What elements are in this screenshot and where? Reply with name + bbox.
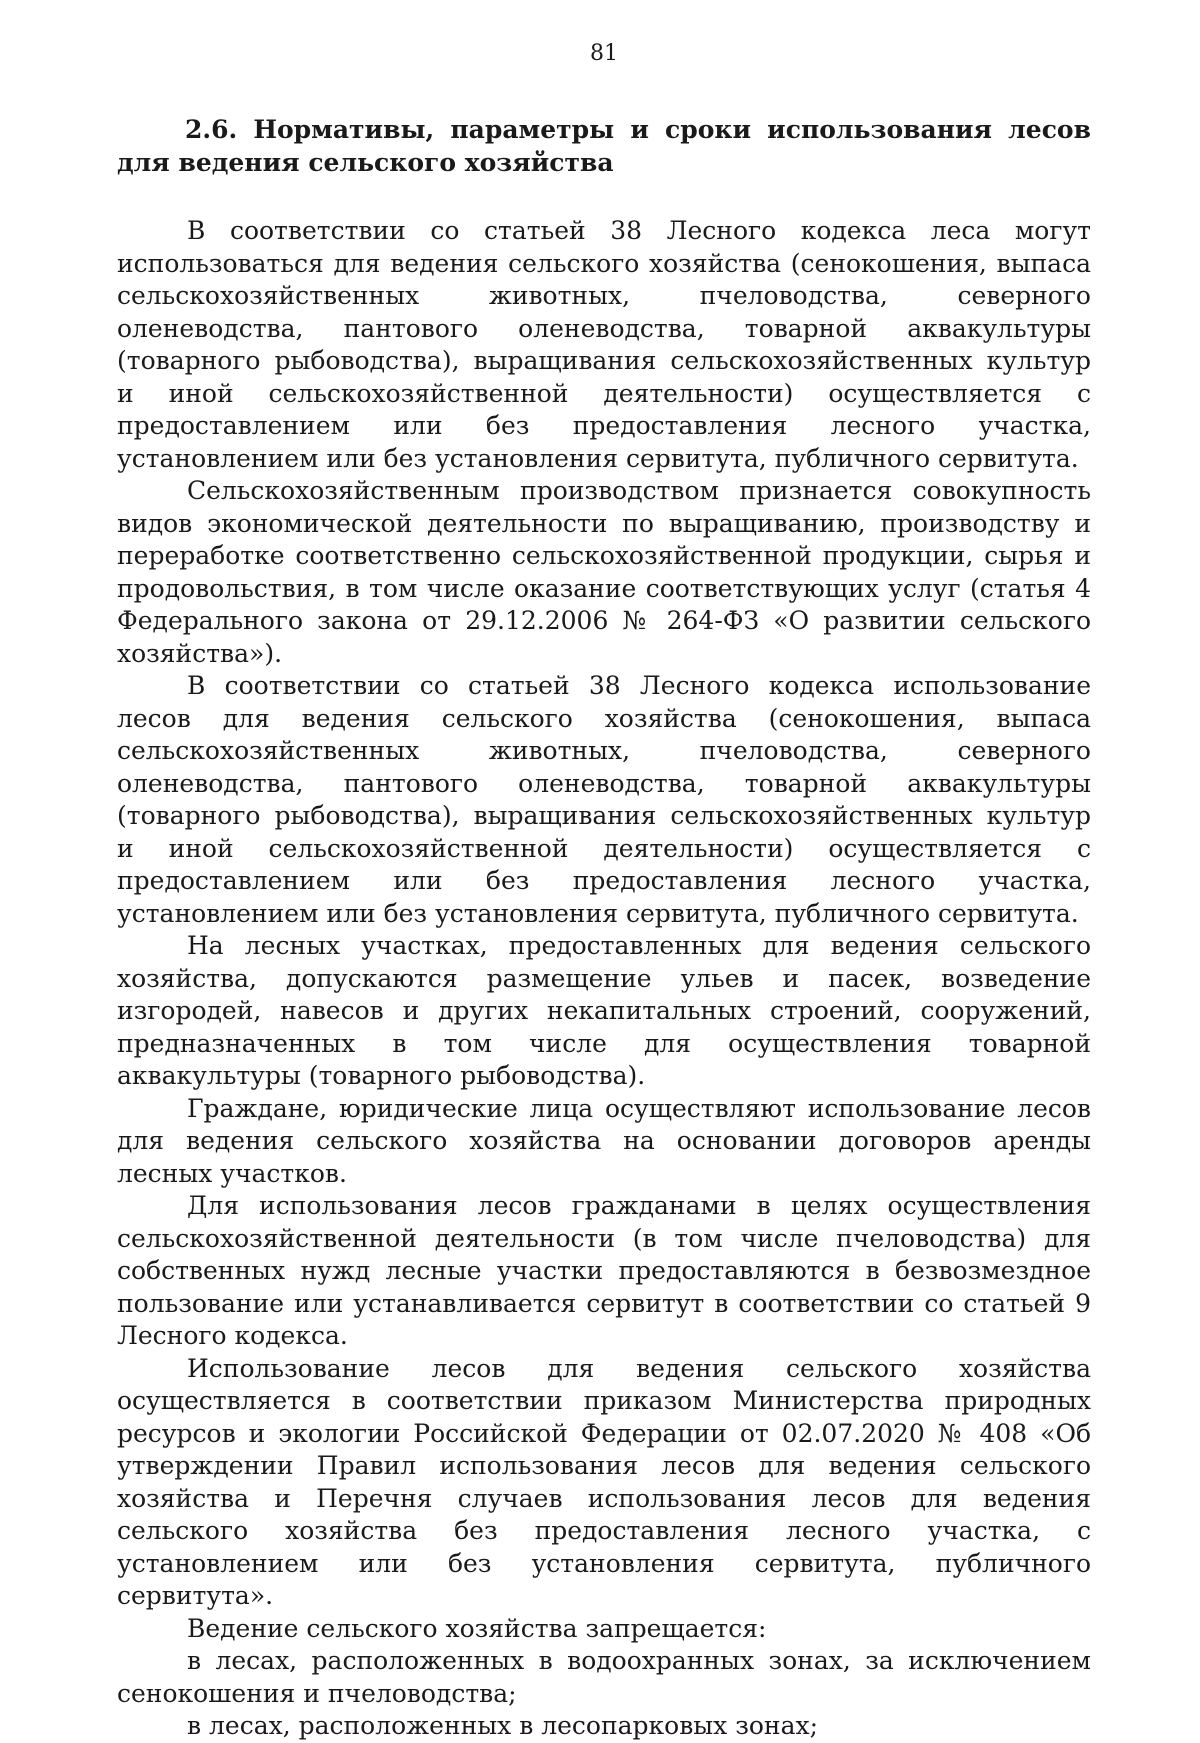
page-number: 81 — [590, 41, 618, 66]
paragraph-citizens-free-use: Для использования лесов гражданами в целях осуществления сельскохозяйственной деятельности (в том числе пчеловодства) для собственных нужд лесные участки предоставляются в безвозмездное пользование или устанавливается сервитут в соответствии со статьей 9 Лесного кодекса. — [117, 1191, 1091, 1350]
document-body — [117, 215, 1091, 1743]
paragraph-prohibition-water-zones: в лесах, расположенных в водоохранных зонах, за исключением сенокошения и пчеловодства; — [117, 1646, 1091, 1708]
paragraph-forest-use-article-38: В соответствии со статьей 38 Лесного кодекса использование лесов для ведения сельского хозяйства (сенокошения, выпаса сельскохозяйственных животных, пчеловодства, северного оленеводства, пантового оленеводства, товарной аквакультуры (товарного рыбоводства), выращивания сельскохозяйственных культур и иной сельскохозяйственной деятельности) осуществляется с предоставлением или без предоставления лесного участка, установлением или без установления сервитута, публичного сервитута. — [117, 671, 1091, 928]
paragraph-lease-agreements: Граждане, юридические лица осуществляют использование лесов для ведения сельского хозяйства на основании договоров аренды лесных участков. — [117, 1093, 1091, 1188]
paragraph-prohibition-forest-park-zones: в лесах, расположенных в лесопарковых зонах; — [187, 1711, 819, 1740]
section-title: Нормативы, параметры и сроки использования лесов для ведения сельского хозяйства — [117, 115, 1091, 177]
paragraph-ministry-order: Использование лесов для ведения сельского хозяйства осуществляется в соответствии приказом Министерства природных ресурсов и экологии Российской Федерации от 02.07.2020 № 408 «Об утверждении Правил использования лесов для ведения сельского хозяйства и Перечня случаев использования лесов для ведения сельского хозяйства без предоставления лесного участка, с установлением или без установления сервитута, публичного сервитута». — [117, 1353, 1091, 1610]
paragraph-agricultural-production-definition: Сельскохозяйственным производством признается совокупность видов экономической деятельности по выращиванию, производству и переработке соответственно сельскохозяйственной продукции, сырья и продовольствия, в том числе оказание соответствующих услуг (статья 4 Федерального закона от 29.12.2006 № 264-ФЗ «О развитии сельского хозяйства»). — [117, 476, 1091, 668]
paragraph-forest-code-article-38: В соответствии со статьей 38 Лесного кодекса леса могут использоваться для ведения сельского хозяйства (сенокошения, выпаса сельскохозяйственных животных, пчеловодства, северного оленеводства, пантового оленеводства, товарной аквакультуры (товарного рыбоводства), выращивания сельскохозяйственных культур и иной сельскохозяйственной деятельности) осуществляется с предоставлением или без предоставления лесного участка, установлением или без установления сервитута, публичного сервитута. — [117, 216, 1091, 473]
section-number: 2.6. — [185, 115, 238, 144]
section-heading — [117, 113, 1091, 179]
paragraph-permitted-structures: На лесных участках, предоставленных для ведения сельского хозяйства, допускаются размещение ульев и пасек, возведение изгородей, навесов и других некапитальных строений, сооружений, предназначенных в том числе для осуществления товарной аквакультуры (товарного рыбоводства). — [117, 931, 1091, 1090]
paragraph-prohibitions-intro: Ведение сельского хозяйства запрещается: — [187, 1613, 767, 1643]
